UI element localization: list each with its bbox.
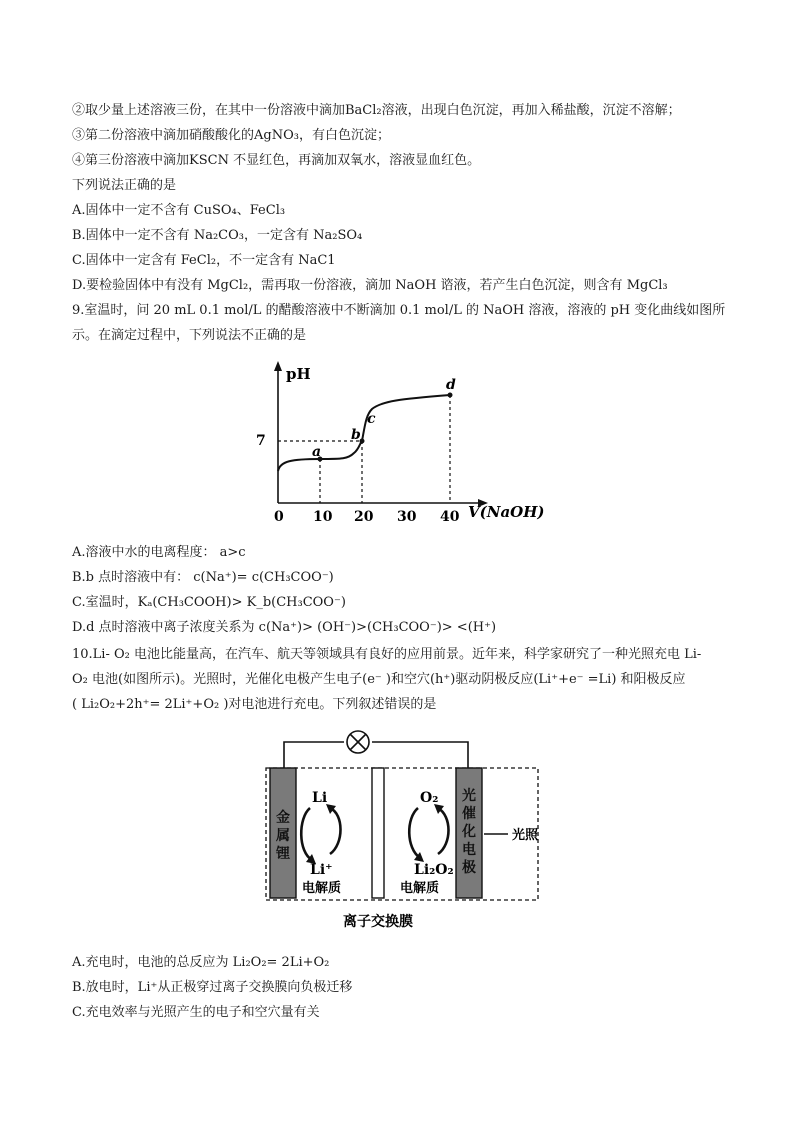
y-axis-label: pH bbox=[286, 365, 311, 383]
q8-option-c: C.固体中一定含有 FeCl₂，不一定含有 NaC1 bbox=[72, 253, 336, 268]
electrode-char: 锂 bbox=[276, 846, 290, 862]
cycle-arrow-left bbox=[409, 808, 420, 858]
cycle-arrow-right bbox=[330, 808, 341, 854]
point-d bbox=[448, 393, 453, 398]
electrolyte-left: 电解质 bbox=[302, 881, 342, 896]
y-axis-arrow bbox=[274, 361, 282, 371]
q9-option-b: B.b 点时溶液中有： c(Na⁺)= c(CH₃COO⁻) bbox=[72, 570, 334, 585]
point-label-a: a bbox=[312, 444, 322, 460]
titration-curve-figure bbox=[250, 355, 550, 535]
light-label: 光照 bbox=[512, 828, 539, 843]
species-li2o2: Li₂O₂ bbox=[414, 862, 454, 878]
electrode-char: 属 bbox=[276, 828, 290, 844]
species-li-ion: Li⁺ bbox=[310, 862, 333, 878]
electrode-char: 电 bbox=[462, 842, 476, 858]
x-tick: 40 bbox=[440, 509, 460, 525]
q10-stem-cont: ( Li₂O₂+2h⁺= 2Li⁺+O₂ )对电池进行充电。下列叙述错误的是 bbox=[72, 697, 437, 712]
x-tick: 20 bbox=[354, 509, 374, 525]
point-label-c: c bbox=[367, 411, 376, 427]
q9-stem-cont: 示。在滴定过程中，下列说法不正确的是 bbox=[72, 328, 307, 343]
text-line: ④第三份溶液中滴加KSCN 不显红色，再滴加双氧水，溶液显血红色。 bbox=[72, 153, 481, 168]
species-li: Li bbox=[312, 790, 328, 806]
q10-option-b: B.放电时，Li⁺从正极穿过离子交换膜向负极迁移 bbox=[72, 980, 353, 995]
electrode-char: 极 bbox=[462, 860, 476, 876]
membrane-label: 离子交换膜 bbox=[343, 914, 413, 930]
cycle-arrow-right bbox=[438, 808, 449, 854]
q9-option-c: C.室温时，Kₐ(CH₃COOH)> K_b(CH₃COO⁻) bbox=[72, 595, 346, 610]
lamp-icon bbox=[347, 731, 369, 753]
q8-option-b: B.固体中一定不含有 Na₂CO₃，一定含有 Na₂SO₄ bbox=[72, 228, 363, 243]
question-prompt: 下列说法正确的是 bbox=[72, 178, 177, 193]
ion-exchange-membrane bbox=[372, 768, 384, 898]
q8-option-d: D.要检验固体中有没有 MgCl₂，需再取一份溶液，滴加 NaOH 谘液，若产生白色沉淀，则含有 MgCl₃ bbox=[72, 278, 668, 293]
li-o2-battery-figure bbox=[232, 722, 572, 940]
q9-option-d: D.d 点时溶液中离子浓度关系为 c(Na⁺)> (OH⁻)>(CH₃COO⁻)> <(H⁺) bbox=[72, 620, 497, 635]
x-tick: 30 bbox=[397, 509, 417, 525]
electrode-char: 催 bbox=[462, 806, 476, 822]
electrode-char: 光 bbox=[462, 788, 476, 804]
text-line: ②取少量上述溶液三份，在其中一份溶液中滴加BaCl₂溶液，出现白色沉淀，再加入稀盐酸，沉淀不溶解； bbox=[72, 103, 681, 118]
q8-option-a: A.固体中一定不含有 CuSO₄、FeCl₃ bbox=[72, 203, 286, 218]
x-tick: 0 bbox=[274, 509, 284, 525]
x-axis-label: V(NaOH) bbox=[468, 503, 545, 521]
cycle-arrow-left bbox=[301, 808, 312, 860]
electrode-char: 化 bbox=[462, 824, 476, 840]
y-tick-7: 7 bbox=[256, 433, 266, 449]
electrode-char: 金 bbox=[276, 810, 290, 826]
q10-option-c: C.充电效率与光照产生的电子和空穴量有关 bbox=[72, 1005, 320, 1020]
q10-option-a: A.充电时，电池的总反应为 Li₂O₂= 2Li+O₂ bbox=[72, 955, 330, 970]
q9-option-a: A.溶液中水的电离程度： a>c bbox=[72, 545, 246, 560]
q10-stem: 10.Li- O₂ 电池比能量高，在汽车、航天等领域具有良好的应用前景。近年来，科学家研究了一种光照充电 Li- bbox=[72, 647, 702, 662]
point-label-b: b bbox=[351, 427, 361, 443]
titration-curve bbox=[278, 395, 450, 471]
point-label-d: d bbox=[446, 377, 456, 393]
q10-stem-cont: O₂ 电池(如图所示)。光照时，光催化电极产生电子(e⁻ )和空穴(h⁺)驱动阴极反应(Li⁺+e⁻ =Li) 和阳极反应 bbox=[72, 672, 686, 687]
x-tick: 10 bbox=[313, 509, 333, 525]
circuit-wire-right bbox=[372, 742, 468, 768]
q9-stem: 9.室温时，问 20 mL 0.1 mol/L 的醋酸溶液中不断滴加 0.1 mol/L 的 NaOH 溶液，溶液的 pH 变化曲线如图所 bbox=[72, 303, 726, 318]
electrolyte-right: 电解质 bbox=[400, 881, 440, 896]
text-line: ③第二份溶液中滴加硝酸酸化的AgNO₃，有白色沉淀； bbox=[72, 128, 390, 143]
circuit-wire-left bbox=[284, 742, 344, 768]
species-o2: O₂ bbox=[420, 790, 439, 806]
